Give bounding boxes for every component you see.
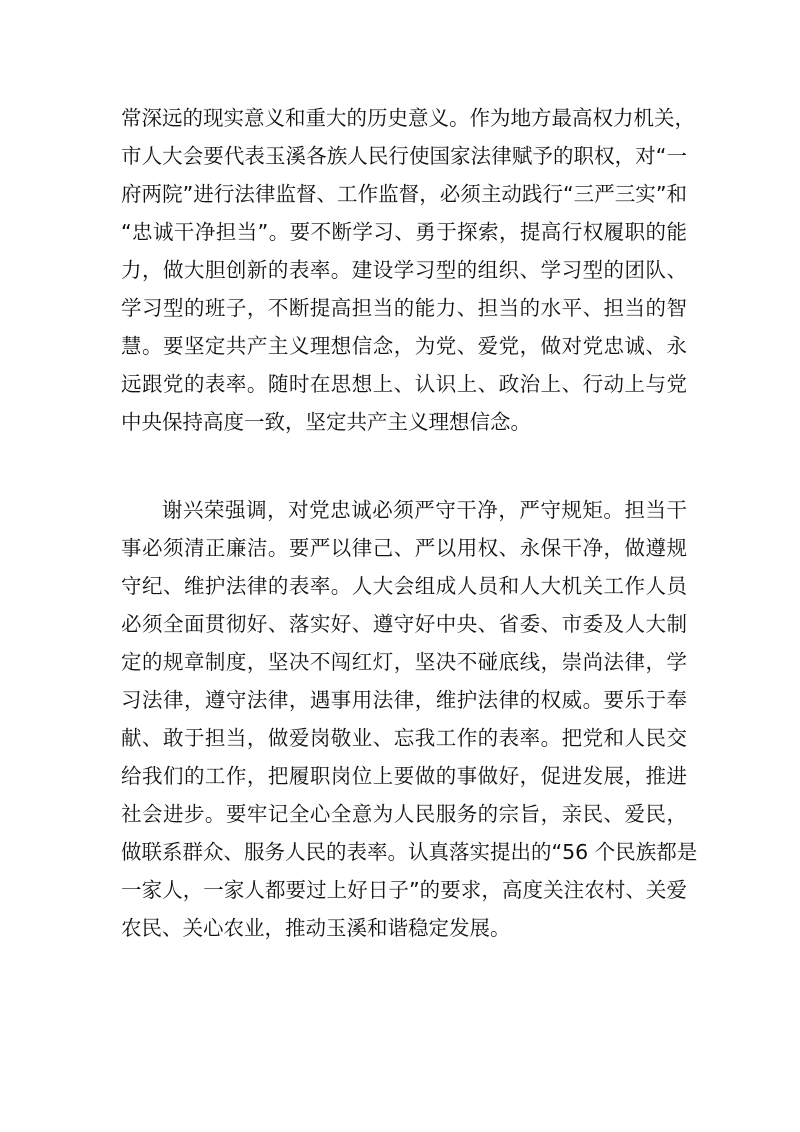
paragraph-line: 习法律，遵守法律，遇事用法律，维护法律的权威。要乐于奉 bbox=[121, 688, 687, 712]
paragraph-line: 农民、关心农业，推动玉溪和谐稳定发展。 bbox=[121, 916, 511, 940]
paragraph-line: 学习型的班子，不断提高担当的能力、担当的水平、担当的智 bbox=[121, 296, 687, 320]
paragraph-line: 献、敢于担当，做爱岗敬业、忘我工作的表率。把党和人民交 bbox=[121, 726, 687, 750]
paragraph-line: 必须全面贯彻好、落实好、遵守好中央、省委、市委及人大制 bbox=[121, 612, 687, 636]
paragraph-line: 做联系群众、服务人民的表率。认真落实提出的“56 个民族都是 bbox=[121, 840, 698, 864]
paragraph-line: “忠诚干净担当”。要不断学习、勇于探索，提高行权履职的能 bbox=[121, 220, 687, 244]
paragraph-line: 力，做大胆创新的表率。建设学习型的组织、学习型的团队、 bbox=[121, 258, 687, 282]
paragraph-line: 社会进步。要牢记全心全意为人民服务的宗旨，亲民、爱民， bbox=[121, 802, 687, 826]
paragraph-line: 事必须清正廉洁。要严以律己、严以用权、永保干净，做遵规 bbox=[121, 536, 687, 560]
paragraph-line: 常深远的现实意义和重大的历史意义。作为地方最高权力机关， bbox=[121, 106, 695, 130]
paragraph-line: 中央保持高度一致，坚定共产主义理想信念。 bbox=[121, 410, 531, 434]
paragraph-line: 市人大会要代表玉溪各族人民行使国家法律赋予的职权，对“一 bbox=[121, 144, 687, 168]
paragraph-line: 远跟党的表率。随时在思想上、认识上、政治上、行动上与党 bbox=[121, 372, 687, 396]
paragraph-2 bbox=[121, 491, 698, 947]
paragraph-line: 一家人，一家人都要过上好日子”的要求，高度关注农村、关爱 bbox=[121, 878, 687, 902]
paragraph-line: 谢兴荣强调，对党忠诚必须严守干净，严守规矩。担当干 bbox=[162, 498, 687, 522]
paragraph-line: 府两院”进行法律监督、工作监督，必须主动践行“三严三实”和 bbox=[121, 182, 687, 206]
paragraph-line: 守纪、维护法律的表率。人大会组成人员和人大机关工作人员 bbox=[121, 574, 687, 598]
paragraph-line: 给我们的工作，把履职岗位上要做的事做好，促进发展，推进 bbox=[121, 764, 687, 788]
paragraph-1 bbox=[121, 99, 695, 441]
paragraph-line: 定的规章制度，坚决不闯红灯，坚决不碰底线，崇尚法律，学 bbox=[121, 650, 687, 674]
paragraph-line: 慧。要坚定共产主义理想信念，为党、爱党，做对党忠诚、永 bbox=[121, 334, 687, 358]
